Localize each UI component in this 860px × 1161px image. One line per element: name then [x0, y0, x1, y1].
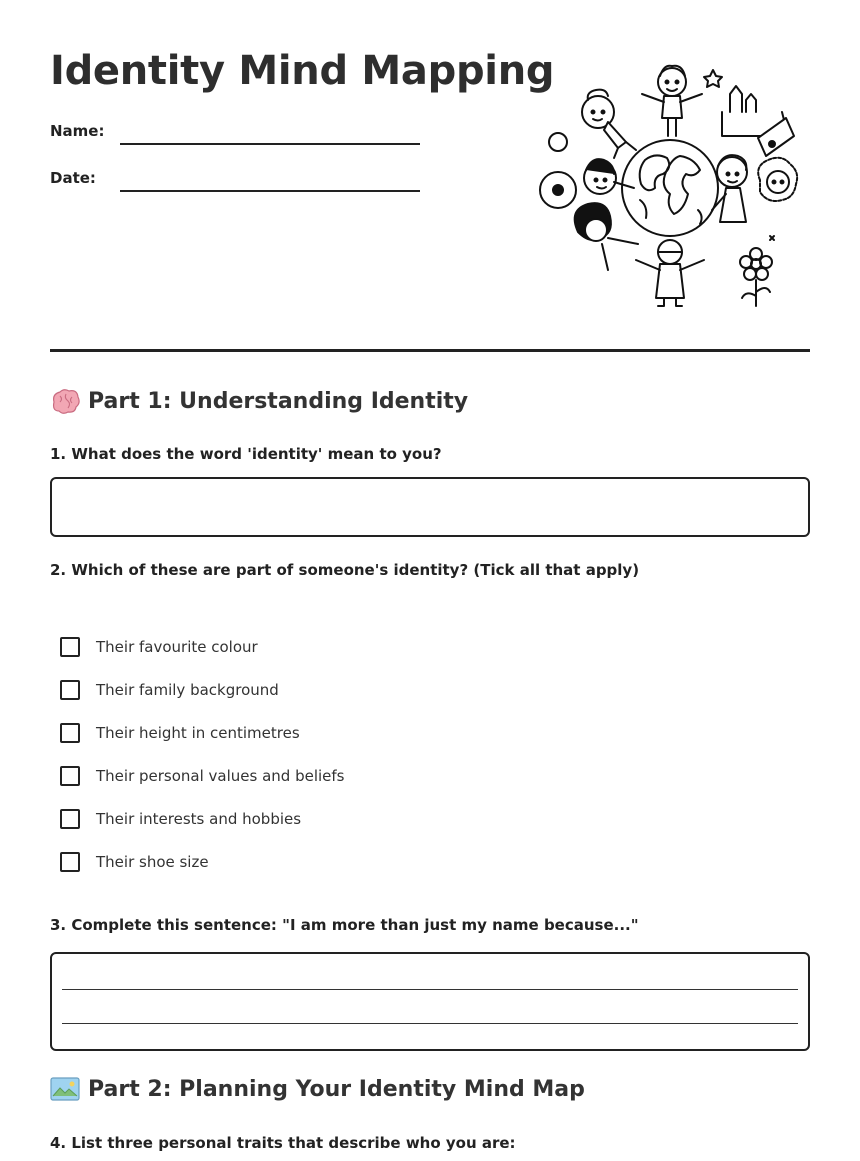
- list-item: [60, 754, 345, 797]
- header-divider: [50, 349, 810, 352]
- checkbox-values-beliefs[interactable]: [60, 766, 80, 786]
- castle-icon: [704, 70, 794, 156]
- part2-title: Part 2: Planning Your Identity Mind Map: [88, 1076, 585, 1102]
- brain-icon: [50, 388, 80, 414]
- worksheet-title: Identity Mind Mapping: [50, 48, 555, 94]
- date-label: Date:: [50, 169, 96, 187]
- child-figure-bottom: [636, 240, 704, 306]
- option-label: Their favourite colour: [96, 637, 258, 656]
- option-label: Their height in centimetres: [96, 723, 300, 742]
- date-field[interactable]: [120, 190, 420, 192]
- name-field[interactable]: [120, 143, 420, 145]
- question-3: 3. Complete this sentence: "I am more than just my name because...": [50, 916, 639, 934]
- question-2: 2. Which of these are part of someone's identity? (Tick all that apply): [50, 561, 640, 579]
- globe-icon: [622, 140, 718, 236]
- question-1: 1. What does the word 'identity' mean to you?: [50, 445, 442, 463]
- flower-icon: [740, 236, 774, 306]
- writing-line: [62, 1023, 798, 1024]
- question-4: 4. List three personal traits that describe who you are:: [50, 1134, 516, 1152]
- child-figure-left-top: [549, 90, 636, 158]
- option-label: Their shoe size: [96, 852, 209, 871]
- list-item: [60, 840, 345, 883]
- list-item: [60, 625, 345, 668]
- sentence-answer-box[interactable]: [50, 952, 810, 1051]
- option-label: Their interests and hobbies: [96, 809, 302, 828]
- checkbox-favourite-colour[interactable]: [60, 637, 80, 657]
- identity-checklist: [60, 625, 345, 883]
- list-item: [60, 711, 345, 754]
- child-figure-far-right: [758, 158, 797, 201]
- option-label: Their family background: [96, 680, 279, 699]
- identity-meaning-answer-box[interactable]: [50, 477, 810, 537]
- part1-title: Part 1: Understanding Identity: [88, 388, 469, 414]
- option-label: Their personal values and beliefs: [96, 766, 345, 785]
- checkbox-family-background[interactable]: [60, 680, 80, 700]
- child-figure-left-middle: [540, 159, 634, 208]
- writing-line: [62, 989, 798, 990]
- part2-heading: [50, 1076, 585, 1102]
- part1-heading: [50, 388, 468, 414]
- child-figure-top: [642, 66, 702, 136]
- list-item: [60, 668, 345, 711]
- name-label: Name:: [50, 122, 105, 140]
- checkbox-shoe-size[interactable]: [60, 852, 80, 872]
- list-item: [60, 797, 345, 840]
- map-icon: [50, 1076, 80, 1102]
- checkbox-interests-hobbies[interactable]: [60, 809, 80, 829]
- children-around-globe-illustration: [530, 60, 810, 315]
- checkbox-height[interactable]: [60, 723, 80, 743]
